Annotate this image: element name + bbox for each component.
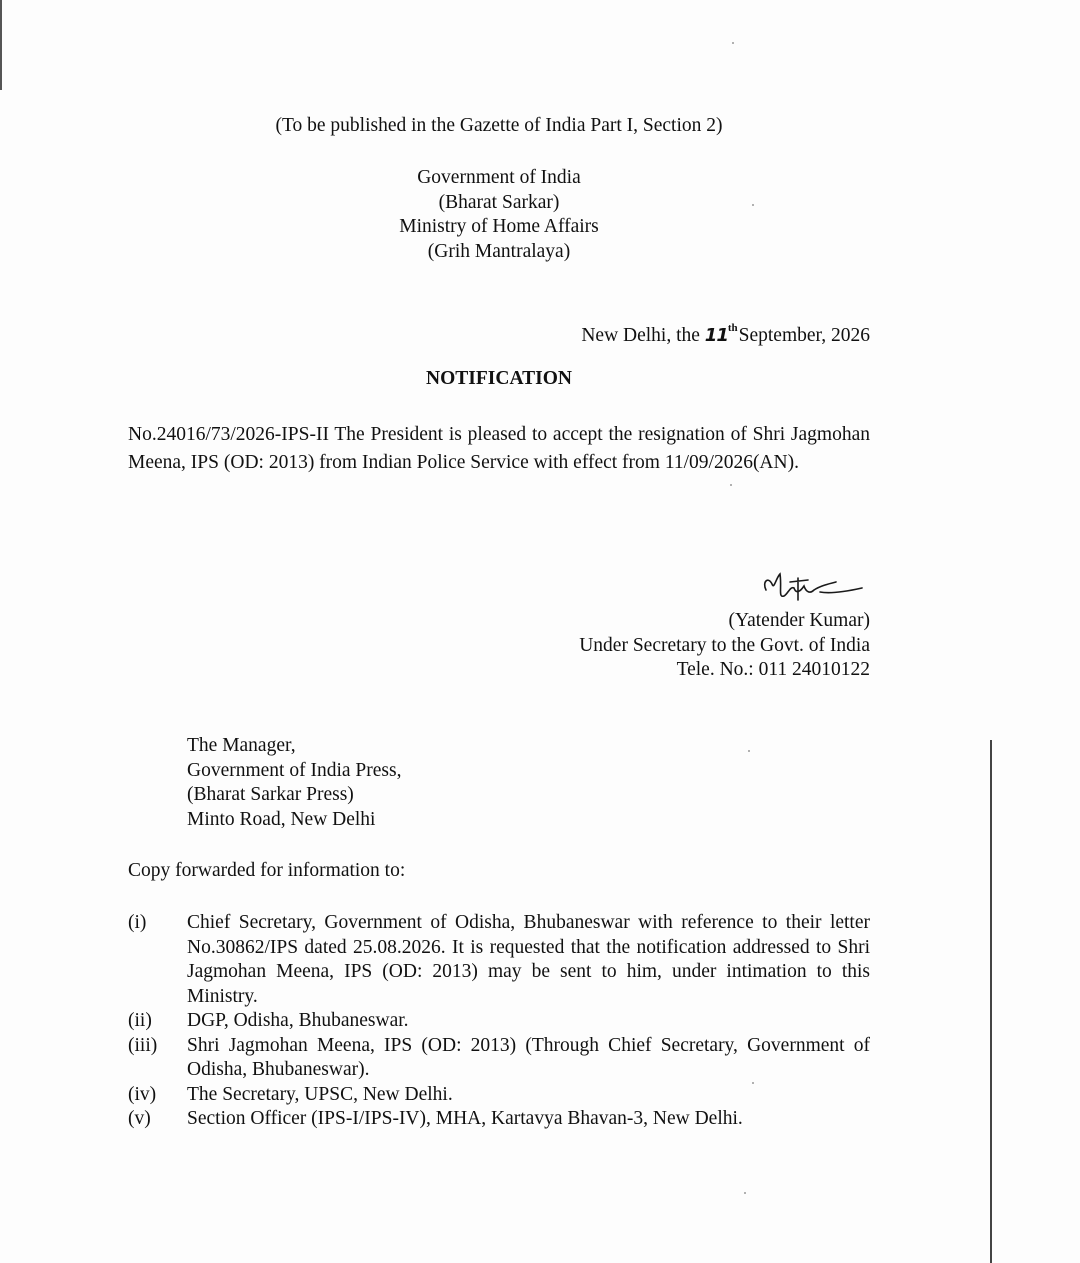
addressee-line: Government of India Press, xyxy=(187,759,402,781)
scan-speck xyxy=(730,484,732,486)
gazette-note: (To be published in the Gazette of India Part I, Section 2) xyxy=(275,115,723,136)
copy-forwarded-list xyxy=(128,911,870,1132)
scan-speck xyxy=(744,1192,746,1194)
scan-speck xyxy=(748,750,750,752)
list-item xyxy=(128,1034,870,1083)
list-item-number: (iv) xyxy=(128,1083,157,1105)
addressee-line: Minto Road, New Delhi xyxy=(187,808,376,830)
addressee-block xyxy=(187,734,587,832)
list-item-number: (i) xyxy=(128,912,147,933)
addressee-line: The Manager, xyxy=(187,735,296,756)
scan-edge-left xyxy=(0,0,2,90)
copy-forwarded-heading: Copy forwarded for information to: xyxy=(128,860,406,881)
list-item xyxy=(128,911,870,1009)
list-item-text: The Secretary, UPSC, New Delhi. xyxy=(187,1083,453,1105)
signatory-name: (Yatender Kumar) xyxy=(728,610,870,631)
list-item xyxy=(128,1009,870,1034)
government-header xyxy=(0,166,998,264)
scan-speck xyxy=(732,42,734,44)
list-item xyxy=(128,1107,870,1132)
notification-body: No.24016/73/2026-IPS-II The President is pleased to accept the resignation of Shri Jagmohan Meena, IPS (OD: 2013) from Indian Police Service with effect from 11/09/2026(AN). xyxy=(128,424,870,473)
date-rest: September, 2026 xyxy=(738,325,870,346)
list-item-text: DGP, Odisha, Bhubaneswar. xyxy=(187,1010,409,1031)
govt-line: Government of India xyxy=(417,167,581,188)
date-prefix: New Delhi, the xyxy=(581,325,700,346)
list-item-text: Shri Jagmohan Meena, IPS (OD: 2013) (Through Chief Secretary, Government of Odisha, Bhubaneswar). xyxy=(187,1034,870,1080)
signatory-phone: Tele. No.: 011 24010122 xyxy=(676,659,870,680)
list-item xyxy=(128,1083,870,1108)
date-day-handwritten: 11 xyxy=(704,325,728,346)
govt-line: (Bharat Sarkar) xyxy=(438,191,560,213)
notification-date xyxy=(470,316,870,349)
list-item-text: Section Officer (IPS-I/IPS-IV), MHA, Kartavya Bhavan-3, New Delhi. xyxy=(187,1108,743,1129)
list-item-number: (iii) xyxy=(128,1034,158,1056)
list-item-text: Chief Secretary, Government of Odisha, Bhubaneswar with reference to their letter No.30862/IPS dated 25.08.2026. It is requested that the notification addressed to Shri Jagmohan Meena, IPS (OD: 2013) may be sent to him, under intimation to this Ministry. xyxy=(187,912,870,1007)
list-item-number: (ii) xyxy=(128,1010,152,1031)
date-day-suffix: th xyxy=(727,322,738,334)
addressee-line: (Bharat Sarkar Press) xyxy=(187,784,354,805)
scan-edge-right xyxy=(990,740,992,1263)
scan-speck xyxy=(752,1082,754,1084)
govt-line: (Grih Mantralaya) xyxy=(427,240,571,262)
signatory-designation: Under Secretary to the Govt. of India xyxy=(579,634,870,656)
signatory-block xyxy=(470,609,870,683)
scan-speck xyxy=(752,204,754,206)
list-item-number: (v) xyxy=(128,1108,151,1129)
notification-title: NOTIFICATION xyxy=(426,368,572,389)
govt-line: Ministry of Home Affairs xyxy=(399,216,599,237)
